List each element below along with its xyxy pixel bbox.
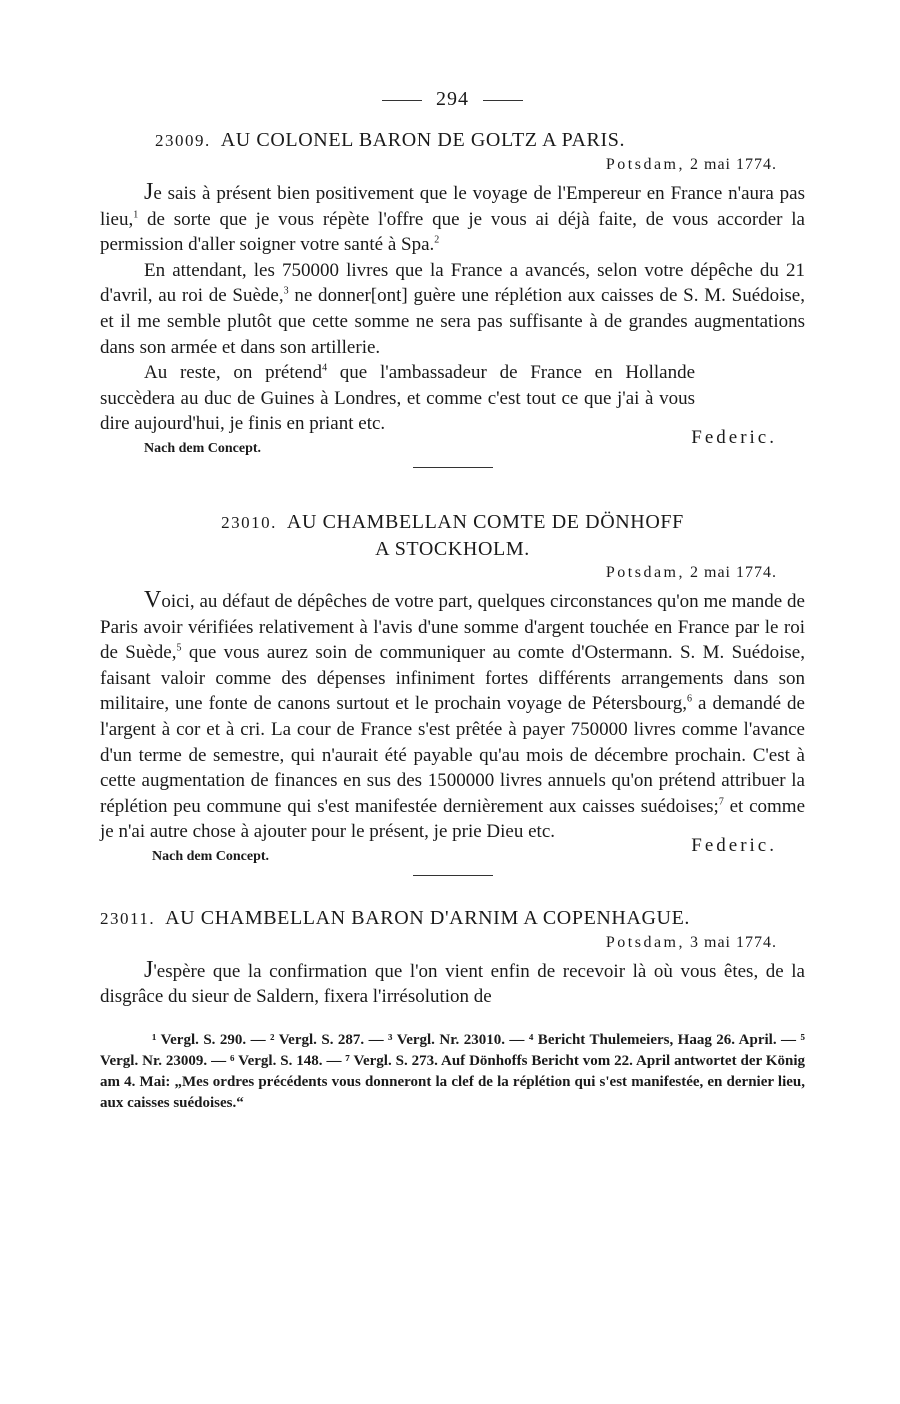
footnote-ref: 1 [133, 209, 139, 221]
footnote-ref: 4 [322, 362, 328, 374]
text-run: a demandé de l'argent à cor et à cri. La cour de France s'est prêtée à payer 750000 livres comme l'avance d'un terme de semestre, qui n'aurait été payable qu'au mois de décembre prochain. C'est à cette augmentation de finances en sus des 1500000 livres annuels qu'on prétend attribuer la réplétion peu commune qui s'est manifestée dernièrement aux caisses suédoises; [100, 693, 805, 817]
footnote-ref: 2 [434, 234, 440, 246]
text-run: de sorte que je vous répète l'offre que je vous ai déjà faite, de vous accorder la permission d'aller soigner votre santé à Spa. [100, 208, 805, 256]
letter-place: Potsdam, [605, 563, 685, 581]
paragraph [100, 588, 805, 845]
signature: Federic. [691, 426, 777, 448]
footnote-ref: 6 [687, 693, 693, 705]
letter-number: 23011. [100, 908, 156, 928]
paragraph [100, 258, 805, 360]
drop-cap: J [144, 179, 154, 205]
letter-heading [100, 905, 805, 932]
page-number-line [100, 88, 805, 111]
paragraph [100, 958, 805, 1010]
letter-title: AU CHAMBELLAN COMTE DE DÖNHOFF [286, 510, 684, 533]
letter-23009 [100, 127, 805, 469]
letter-date: 3 mai 1774. [690, 933, 777, 951]
footnote-ref: 5 [176, 642, 182, 654]
dash-right [483, 100, 523, 101]
text-run: oici, au défaut de dépêches de votre part, quelques circonstances qu'on me mande de Paris avoir vérifiées relativement à l'avis d'une somme d'argent touchée en France par le roi de Suède, [100, 590, 805, 664]
letter-number: 23009. [155, 131, 211, 150]
footnotes [100, 1030, 805, 1114]
letter-dateline [100, 156, 777, 174]
letter-title: AU CHAMBELLAN BARON D'ARNIM A COPENHAGUE. [165, 906, 691, 929]
text-run: que vous aurez soin de communiquer au comte d'Ostermann. S. M. Suédoise, faisant valoir comme des dépenses infiniment fortes différents arrangements dans son militaire, une fonte de canons surtout et le prochain voyage de Pétersbourg, [100, 642, 805, 715]
letter-23011 [100, 905, 805, 1010]
text-run: e sais à présent bien positivement que le voyage de l'Empereur en France n'aura pas lieu, [100, 183, 805, 230]
letter-dateline [100, 934, 777, 952]
signature: Federic. [691, 834, 777, 856]
letter-heading [100, 127, 805, 154]
source-note: Nach dem Concept. [152, 848, 270, 864]
letter-title-line2: A STOCKHOLM. [375, 537, 530, 560]
letter-number: 23010. [221, 512, 277, 532]
letter-date: 2 mai 1774. [690, 563, 777, 581]
text-run: Au reste, on prétend [144, 362, 323, 384]
page [100, 88, 805, 1114]
footnote-text: ¹ Vergl. S. 290. — ² Vergl. S. 287. — ³ Vergl. Nr. 23010. — ⁴ Bericht Thulemeiers, Haag 26. April. — ⁵ Vergl. Nr. 23009. — ⁶ Vergl. S. 148. — ⁷ Vergl. S. 273. Auf Dönhoffs Bericht vom 22. April antwortet der König am 4. Mai: „Mes ordres précédents vous donneront la clef de la réplétion qui s'est manifestée, en dernier lieu, aux caisses suédoises.“ [100, 1032, 805, 1112]
text-run: ne donner[ont] guère une réplétion aux caisses de S. M. Suédoise, et il me semble plutôt que cette somme ne sera pas suffisante à de grandes augmentations dans son armée et dans son artillerie. [100, 285, 805, 358]
letter-place: Potsdam, [605, 933, 685, 951]
dash-left [382, 100, 422, 101]
letter-date: 2 mai 1774. [690, 156, 777, 173]
letter-heading [100, 509, 805, 562]
letter-place: Potsdam, [605, 156, 685, 173]
letter-dateline [100, 564, 777, 582]
footnote-ref: 3 [283, 286, 289, 298]
text-run: En attendant, les 750000 livres que la France a avancés, selon votre dépêche du 21 d'avril, au roi de Suède, [100, 259, 805, 307]
footnote-ref: 7 [718, 796, 724, 808]
source-note: Nach dem Concept. [144, 440, 262, 456]
letter-title: AU COLONEL BARON DE GOLTZ A PARIS. [220, 129, 626, 151]
drop-cap: V [144, 586, 162, 613]
paragraph [100, 180, 805, 258]
paragraph [100, 360, 805, 437]
text-run: 'espère que la confirmation que l'on vient enfin de recevoir là où vous êtes, de la disgrâce du sieur de Saldern, fixera l'irrésolution de [100, 960, 805, 1008]
text-run: et comme je n'ai autre chose à ajouter pour le présent, je prie Dieu etc. [100, 795, 806, 843]
letter-23010 [100, 509, 805, 877]
drop-cap: J [144, 956, 154, 983]
text-run: que l'ambassadeur de France en Hollande succèdera au duc de Guines à Londres, et comme c'est tout ce que j'ai à vous dire aujourd'hui, je finis en priant etc. [100, 362, 696, 435]
page-number: 294 [436, 88, 469, 110]
